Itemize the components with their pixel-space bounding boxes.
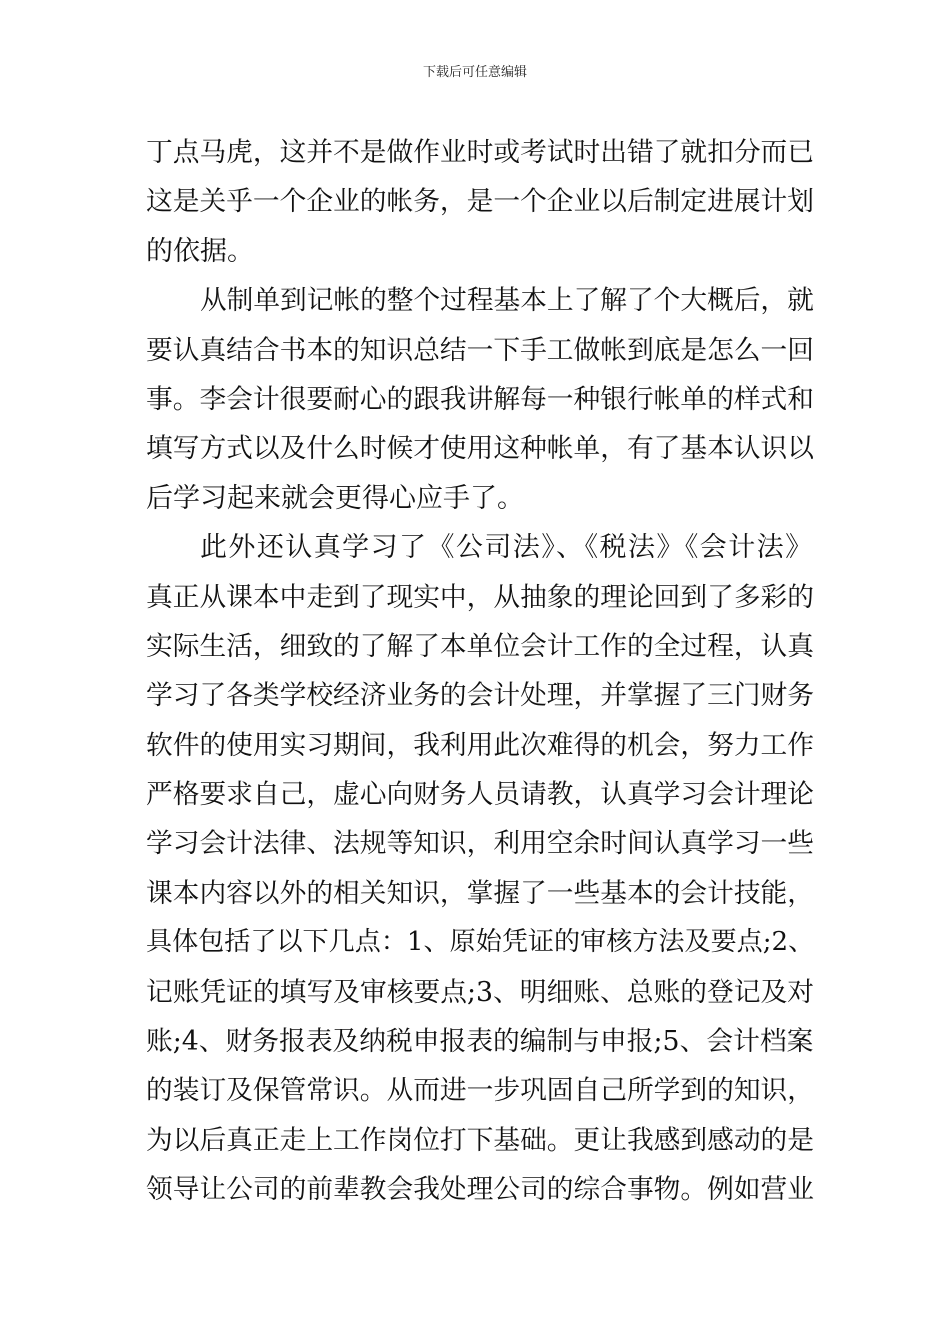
text-line: 的装订及保管常识。从而进一步巩固自己所学到的知识， (146, 1075, 814, 1107)
text-line: 为以后真正走上工作岗位打下基础。更让我感到感动的是 (146, 1124, 814, 1156)
text-line: 学习会计法律、法规等知识，利用空余时间认真学习一些 (146, 828, 814, 860)
text-line: 学习了各类学校经济业务的会计处理，并掌握了三门财务 (146, 680, 814, 712)
text-line: 此外还认真学习了《公司法》、《税法》《会计法》 (200, 532, 814, 564)
text-line: 这是关乎一个企业的帐务，是一个企业以后制定进展计划 (146, 186, 814, 218)
text-line: 具体包括了以下几点：1、原始凭证的审核方法及要点;2、 (146, 927, 815, 958)
page-header: 下载后可任意编辑 (422, 65, 527, 80)
text-line: 要认真结合书本的知识总结一下手工做帐到底是怎么一回 (146, 334, 814, 366)
text-line: 丁点马虎，这并不是做作业时或考试时出错了就扣分而已 (146, 137, 814, 168)
text-line: 课本内容以外的相关知识，掌握了一些基本的会计技能， (146, 877, 814, 909)
text-line: 软件的使用实习期间，我利用此次难得的机会，努力工作 (146, 729, 814, 761)
text-line: 填写方式以及什么时候才使用这种帐单，有了基本认识以 (146, 433, 814, 465)
text-line: 的依据。 (146, 235, 254, 267)
text-line: 实际生活，细致的了解了本单位会计工作的全过程，认真 (146, 630, 814, 662)
text-line: 严格要求自己，虚心向财务人员请教，认真学习会计理论 (146, 779, 814, 811)
text-line: 记账凭证的填写及审核要点;3、明细账、总账的登记及对 (146, 976, 815, 1008)
text-line: 事。李会计很要耐心的跟我讲解每一种银行帐单的样式和 (146, 383, 814, 415)
text-line: 后学习起来就会更得心应手了。 (146, 482, 524, 514)
text-line: 领导让公司的前辈教会我处理公司的综合事物。例如营业 (146, 1174, 814, 1206)
text-line: 账;4、财务报表及纳税申报表的编制与申报;5、会计档案 (146, 1026, 814, 1058)
body-text (146, 128, 814, 1215)
text-line: 从制单到记帐的整个过程基本上了解了个大概后，就 (200, 285, 814, 317)
text-line: 真正从课本中走到了现实中，从抽象的理论回到了多彩的 (146, 581, 814, 613)
